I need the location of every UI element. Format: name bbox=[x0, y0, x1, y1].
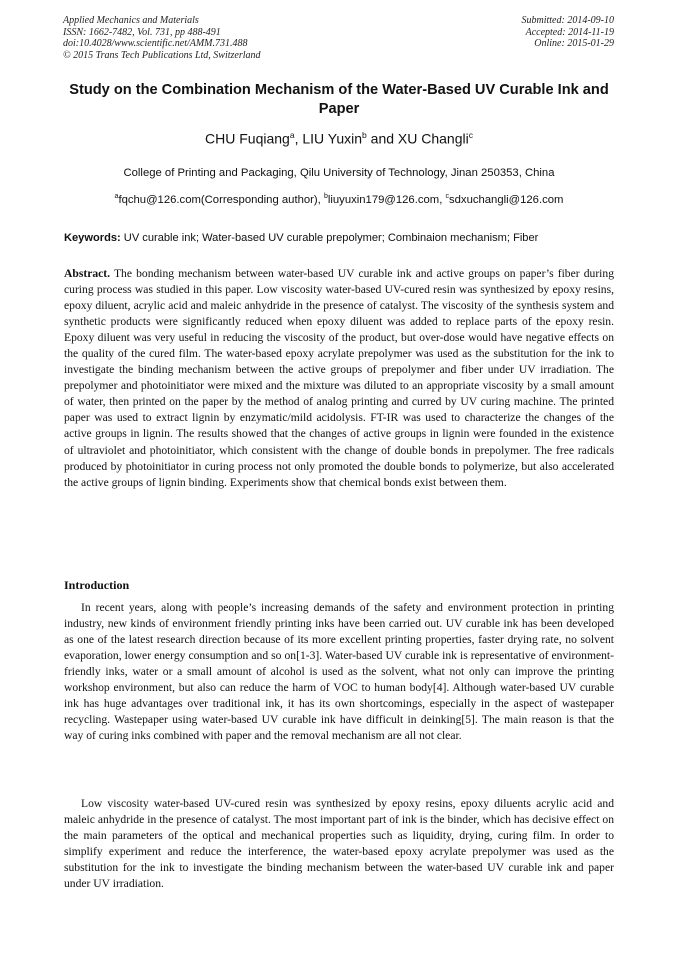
paragraph-text: In recent years, along with people’s increasing demands of the safety and environment protection in printing industry, new kinds of environment friendly printing inks have been carried out. UV curable ink has been developed as one of the latest research direction because of its more excellent printing properties, faster drying rate, no solvent evaporation, lower energy consumption and so on[1-3]. Water-based UV curable ink is representative of environment-friendly inks, water or a small amount of alcohol is used as the solvent, what not only can improve the printing workshop environment, but also can reduce the harm of VOC to human body[4]. Although water-based UV curable ink has huge advantages over traditional ink, it has its own shortcomings, especially in the aspect of wastepaper recycling. Wastepaper using water-based UV curable ink have difficult in deinking[5]. The main reason is that the way of curing inks combined with paper and the removal mechanism are all not clear. bbox=[64, 601, 614, 743]
author-name: XU Changli bbox=[397, 130, 469, 147]
journal-name: Applied Mechanics and Materials bbox=[63, 15, 199, 26]
introduction-paragraph bbox=[64, 796, 614, 892]
keywords-text: UV curable ink; Water-based UV curable prepolymer; Combinaion mechanism; Fiber bbox=[120, 232, 539, 244]
doi-line: doi:10.4028/www.scientific.net/AMM.731.488 bbox=[63, 38, 248, 49]
accepted-date: Accepted: 2014-11-19 bbox=[525, 26, 614, 38]
author-separator: and bbox=[366, 130, 398, 147]
online-date: Online: 2015-01-29 bbox=[534, 38, 614, 49]
introduction-paragraph bbox=[64, 600, 614, 744]
section-heading-introduction: Introduction bbox=[64, 578, 130, 592]
author-superscript: c bbox=[468, 130, 473, 140]
abstract-text: The bonding mechanism between water-based UV curable ink and active groups on paper’s fiber during curing process was studied in this paper. Low viscosity water-based UV-cured resin was synthesized by epoxy resins, epoxy diluent, acrylic acid and maleic anhydride in the presence of catalyst. The viscosity of the synthesis system and synthetic products were significantly reduced when epoxy diluent was added to replace parts of the epoxy resin. Epoxy diluent was very useful in reducing the viscosity of the product, but over-dose would have negative effects on the quality of the cured film. The water-based epoxy acrylate prepolymer was used as the substitution for the ink to investigate the binding mechanism between the active groups of prepolymer and fiber under UV irradiation. The prepolymer and photoinitiator were mixed and the mixture was diluted to an appropriate viscosity by a small amount of water, then printed on the paper by the method of analog printing and curred by UV curing machine. The printed paper was used to extract lignin by enzymatic/mild acidolysis. FT-IR was used to characterize the changes of the active groups in lignin. The results showed that the changes of active groups in lignin were founded in the existence of ultraviolet and photoinitiator, which consistent with the change of double bonds in prepolymer. The free radicals produced by photoinitiator in curing process not only promoted the double bonds to polymerize, but also accelerated the active groups of lignin binding. Experiments show that chemical bonds exist between them. bbox=[64, 267, 614, 489]
email-superscript: c bbox=[445, 193, 449, 200]
email-link[interactable]: fqchu@126.com(Corresponding author), bbox=[118, 193, 324, 206]
author-name: LIU Yuxin bbox=[302, 130, 363, 147]
affiliation: College of Printing and Packaging, Qilu University of Technology, Jinan 250353, China bbox=[123, 167, 555, 179]
issn-volume: ISSN: 1662-7482, Vol. 731, pp 488-491 bbox=[63, 26, 221, 38]
email-superscript: b bbox=[323, 193, 328, 200]
author-superscript: a bbox=[289, 130, 295, 140]
email-superscript: a bbox=[114, 193, 119, 200]
author-separator: , bbox=[294, 130, 303, 147]
author-superscript: b bbox=[362, 130, 367, 140]
paragraph-text: Low viscosity water-based UV-cured resin was synthesized by epoxy resins, epoxy diluents acrylic acid and maleic anhydride in the presence of catalyst. The most important part of ink is the binder, which has decisive effect on the main parameters of the optical and mechanical properties such as liquidity, drying, curing film. In order to simplify experiment and reduce the interference, the water-based epoxy acrylate prepolymer was used as the substitution for the ink to investigate the binding mechanism between the water-based UV curable ink and paper under UV irradiation. bbox=[64, 797, 614, 891]
journal-info-header bbox=[63, 15, 261, 61]
email-link[interactable]: sdxuchangli@126.com bbox=[448, 193, 564, 206]
author-name: CHU Fuqiang bbox=[205, 130, 290, 147]
author-emails bbox=[64, 193, 614, 206]
submission-dates-header bbox=[522, 15, 615, 50]
abstract-label: Abstract. bbox=[64, 267, 111, 280]
email-link[interactable]: liuyuxin179@126.com, bbox=[327, 193, 446, 206]
author-list bbox=[64, 130, 614, 147]
copyright-line: © 2015 Trans Tech Publications Ltd, Switzerland bbox=[63, 49, 261, 61]
keywords-label: Keywords: bbox=[64, 232, 121, 244]
paper-title: Study on the Combination Mechanism of the Water-Based UV Curable Ink and Paper bbox=[69, 82, 609, 117]
abstract bbox=[64, 266, 614, 491]
keywords bbox=[64, 232, 614, 244]
submitted-date: Submitted: 2014-09-10 bbox=[521, 15, 614, 26]
